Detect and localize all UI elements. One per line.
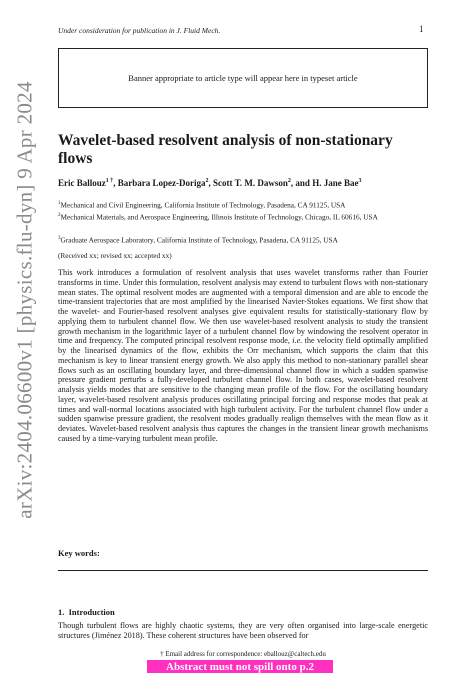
author-separator: , bbox=[208, 178, 213, 188]
affiliation bbox=[58, 234, 428, 244]
affiliation-mark: 3 bbox=[58, 236, 61, 241]
author-name: Barbara Lopez-Doriga bbox=[117, 178, 206, 188]
author-affiliation-mark: 2 bbox=[287, 178, 291, 184]
section-heading bbox=[58, 607, 115, 617]
article-type-banner bbox=[58, 48, 428, 108]
author-list bbox=[58, 178, 428, 188]
author-name: Eric Ballouz bbox=[58, 178, 106, 188]
author-affiliation-mark: 3 bbox=[358, 178, 362, 184]
warning-text: Abstract must not spill onto p.2 bbox=[166, 660, 314, 673]
section-number: 1. bbox=[58, 607, 65, 617]
author-name: Scott T. M. Dawson bbox=[213, 178, 288, 188]
correspondence-footnote: † Email address for correspondence: eballouz@caltech.edu bbox=[160, 650, 326, 658]
affiliation-text: Graduate Aerospace Laboratory, California Institute of Technology, Pasadena, CA 91125, USA bbox=[60, 235, 338, 245]
received-dates: (Received xx; revised xx; accepted xx) bbox=[58, 251, 172, 260]
author-separator: , bbox=[113, 178, 118, 188]
abstract-italic-ie: i.e. bbox=[292, 336, 303, 346]
page-number: 1 bbox=[419, 24, 424, 34]
author-separator: , and bbox=[290, 178, 313, 188]
affiliation bbox=[58, 211, 428, 221]
introduction-paragraph: Though turbulent flows are highly chaotic systems, they are very often organised into large-scale energetic structures (Jiménez 2018). These coherent structures have been observed for bbox=[58, 621, 428, 640]
affiliation-text: Mechanical Materials, and Aerospace Engineering, Illinois Institute of Technology, Chicago, IL 60616, USA bbox=[60, 212, 378, 222]
running-head: Under consideration for publication in J. Fluid Mech. bbox=[58, 26, 221, 35]
abstract-text: This work introduces a formulation of resolvent analysis that uses wavelet transforms rather than Fourier transforms in time. Under this formulation, resolvent analysis may extend to turbulent flows with non-stationary mean states. The optimal resolvent modes are augmented with a temporal dimension and are able to encode the time-transient trajectories that are most amplified by the linearised Navier-Stokes equations. We first show that the wavelet- and Fourier-based resolvent analyses give equivalent results for statistically-stationary flow by applying them to turbulent channel flow. We then use wavelet-based resolvent analysis to study the transient growth mechanism in the logarithmic layer of a turbulent channel flow by windowing the resolvent operator in time and frequency. The computed principal resolvent response mode, bbox=[58, 268, 428, 346]
author-affiliation-mark: 2 bbox=[205, 178, 209, 184]
abstract-body bbox=[58, 268, 428, 444]
arxiv-identifier-stamp bbox=[8, 60, 42, 540]
section-title: Introduction bbox=[68, 607, 115, 617]
keywords-label: Key words: bbox=[58, 548, 100, 558]
affiliation-text: Mechanical and Civil Engineering, California Institute of Technology, Pasadena, CA 91125, USA bbox=[60, 200, 346, 210]
banner-text: Banner appropriate to article type will appear here in typeset article bbox=[128, 73, 358, 83]
author-affiliation-mark: 1 † bbox=[105, 178, 114, 184]
overflow-warning-banner bbox=[147, 660, 333, 673]
arxiv-identifier-text: arXiv:2404.06600v1 [physics.flu-dyn] 9 Apr 2024 bbox=[12, 81, 37, 519]
affiliation-mark: 1 bbox=[58, 201, 61, 206]
affiliation bbox=[58, 199, 428, 209]
paper-title: Wavelet-based resolvent analysis of non-stationary flows bbox=[58, 132, 393, 167]
affiliation-mark: 2 bbox=[58, 213, 61, 218]
keywords-divider bbox=[58, 570, 428, 571]
abstract-text: the velocity field optimally amplified by the linearised dynamics of the flow, exhibits the Orr mechanism, which supports the claim that this mechanism is key to linear transient energy growth. We also apply this method to non-stationary parallel shear flows such as an oscillating boundary layer, and three-dimensional channel flow in which a sudden spanwise pressure gradient perturbs a fully-developed turbulent channel flow. In both cases, wavelet-based resolvent analysis yields modes that are sensitive to the changing mean profile of the flow. For the oscillating boundary layer, wavelet-based resolvent analysis produces oscillating principal forcing and response modes that peak at times and wall-normal locations associated with high turbulent activity. For the turbulent channel flow under a sudden spanwise pressure gradient, the resolvent modes gradually realign themselves with the mean flow as it deviates. Wavelet-based resolvent analysis thus captures the changes in the transient linear growth mechanisms caused by a time-varying turbulent mean profile. bbox=[58, 336, 429, 443]
author-name: H. Jane Bae bbox=[312, 178, 359, 188]
